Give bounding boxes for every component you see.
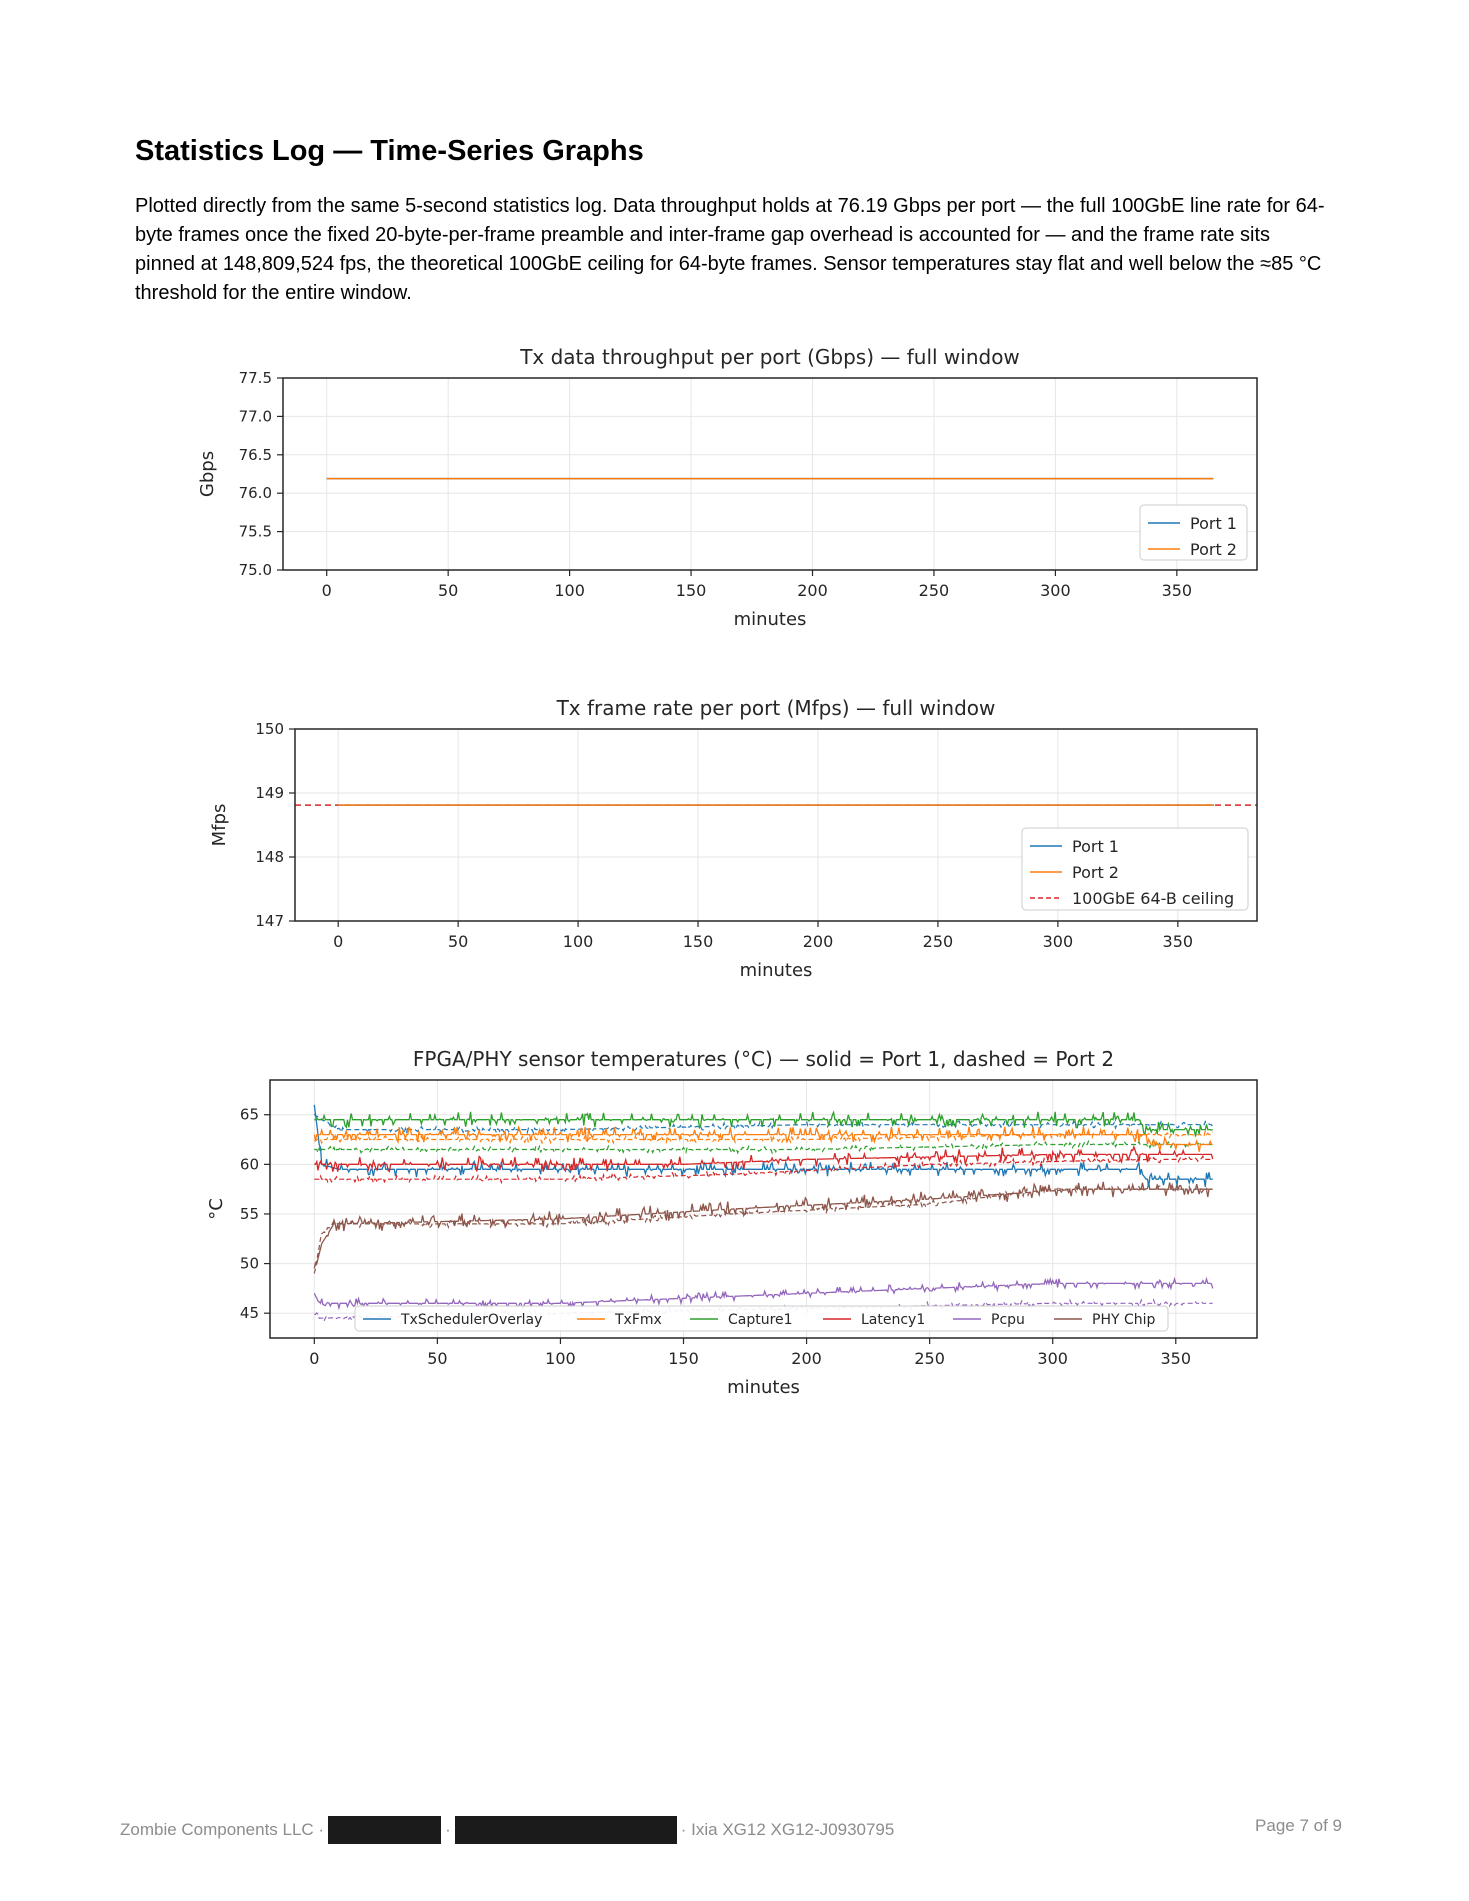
legend-label: Port 2	[1072, 863, 1119, 882]
x-tick-label: 0	[333, 932, 344, 951]
x-tick-label: 350	[1161, 581, 1193, 600]
x-tick-label: 0	[321, 581, 332, 600]
x-tick-label: 100	[545, 1349, 576, 1368]
intro-paragraph: Plotted directly from the same 5-second statistics log. Data throughput holds at 76.19 Gbps per port — the full 100GbE line rate for 64-byte frames once the fixed 20-byte-per-frame preamble and inter-frame gap overhead is accounted for — and the frame rate sits pinned at 148,809,524 fps, the theoretical 100GbE ceiling for 64-byte frames. Sensor temperatures stay flat and well below the ≈85 °C threshold for the entire window.	[135, 195, 1325, 304]
frame-rate-chart	[0, 690, 1469, 990]
y-tick-label: 148	[255, 848, 284, 866]
redaction-block	[328, 1816, 441, 1844]
legend	[355, 1306, 1168, 1331]
y-tick-label: 75.5	[238, 522, 272, 541]
x-tick-label: 200	[802, 932, 834, 951]
y-tick-label: 65	[239, 1105, 259, 1124]
y-tick-label: 149	[255, 784, 284, 802]
footer-separator: ·	[445, 1820, 451, 1839]
x-tick-label: 50	[427, 1349, 448, 1368]
page-title: Statistics Log — Time-Series Graphs	[135, 135, 644, 167]
footer-left	[120, 1816, 894, 1844]
y-tick-label: 76.0	[238, 484, 272, 503]
x-axis-label: minutes	[727, 1377, 800, 1398]
chart-title: Tx data throughput per port (Gbps) — full window	[520, 345, 1020, 369]
x-tick-label: 300	[1042, 932, 1074, 951]
x-tick-label: 300	[1037, 1349, 1068, 1368]
plot-area	[314, 1105, 1212, 1321]
y-tick-label: 77.0	[238, 407, 272, 426]
x-tick-label: 150	[668, 1349, 699, 1368]
x-tick-label: 0	[309, 1349, 320, 1368]
legend	[1140, 505, 1247, 560]
redaction-block	[455, 1816, 677, 1844]
x-tick-label: 150	[682, 932, 714, 951]
grid-lines	[270, 1080, 1257, 1338]
series-line-port1	[314, 1182, 1212, 1269]
legend-label: PHY Chip	[1092, 1312, 1156, 1328]
y-tick-label: 45	[239, 1304, 259, 1323]
chart-title: FPGA/PHY sensor temperatures (°C) — solid = Port 1, dashed = Port 2	[412, 1047, 1115, 1071]
legend-label: Port 1	[1072, 837, 1119, 856]
throughput-chart	[0, 335, 1469, 640]
y-tick-label: 77.5	[238, 369, 272, 387]
legend-label: Capture1	[728, 1312, 793, 1328]
y-tick-label: 50	[239, 1254, 259, 1273]
legend-label: Pcpu	[991, 1312, 1025, 1328]
x-tick-label: 300	[1040, 581, 1071, 600]
temperature-chart	[0, 1045, 1469, 1415]
x-tick-label: 50	[437, 581, 459, 600]
legend-label: Port 2	[1190, 540, 1237, 559]
x-tick-label: 250	[922, 932, 954, 951]
series-line-port2	[314, 1186, 1212, 1273]
plot-frame	[270, 1080, 1257, 1338]
footer-device: · Ixia XG12 XG12-J0930795	[680, 1820, 895, 1839]
x-tick-label: 100	[562, 932, 594, 951]
y-axis-label: Mfps	[209, 803, 230, 847]
y-axis-label: °C	[206, 1198, 227, 1220]
x-axis-label: minutes	[733, 609, 807, 630]
x-tick-label: 250	[914, 1349, 945, 1368]
x-tick-label: 350	[1160, 1349, 1192, 1368]
y-tick-label: 147	[255, 912, 284, 930]
legend-label: TxFmx	[615, 1312, 662, 1328]
grid-lines	[283, 378, 1257, 570]
legend-label: TxSchedulerOverlay	[401, 1312, 543, 1328]
x-tick-label: 350	[1162, 932, 1194, 951]
legend-label: Port 1	[1190, 514, 1237, 533]
series-line-port1	[314, 1112, 1212, 1137]
x-tick-label: 200	[791, 1349, 822, 1368]
legend-label: 100GbE 64-B ceiling	[1072, 889, 1235, 908]
legend-label: Latency1	[861, 1312, 926, 1328]
y-tick-label: 60	[239, 1155, 259, 1174]
x-tick-label: 50	[447, 932, 469, 951]
footer-page-number: Page 7 of 9	[1255, 1816, 1342, 1835]
series-line-port2	[314, 1131, 1212, 1143]
y-tick-label: 150	[255, 720, 284, 738]
y-tick-label: 75.0	[238, 561, 272, 579]
x-axis-label: minutes	[739, 960, 813, 981]
y-tick-label: 55	[239, 1204, 259, 1223]
x-tick-label: 200	[797, 581, 828, 600]
plot-frame	[283, 378, 1257, 570]
footer-company: Zombie Components LLC ·	[120, 1820, 325, 1839]
legend	[1022, 828, 1248, 910]
x-tick-label: 100	[554, 581, 585, 600]
x-tick-label: 250	[918, 581, 950, 600]
chart-title: Tx frame rate per port (Mfps) — full window	[556, 696, 996, 720]
y-axis-label: Gbps	[197, 450, 218, 498]
y-tick-label: 76.5	[238, 445, 272, 464]
x-tick-label: 150	[675, 581, 707, 600]
